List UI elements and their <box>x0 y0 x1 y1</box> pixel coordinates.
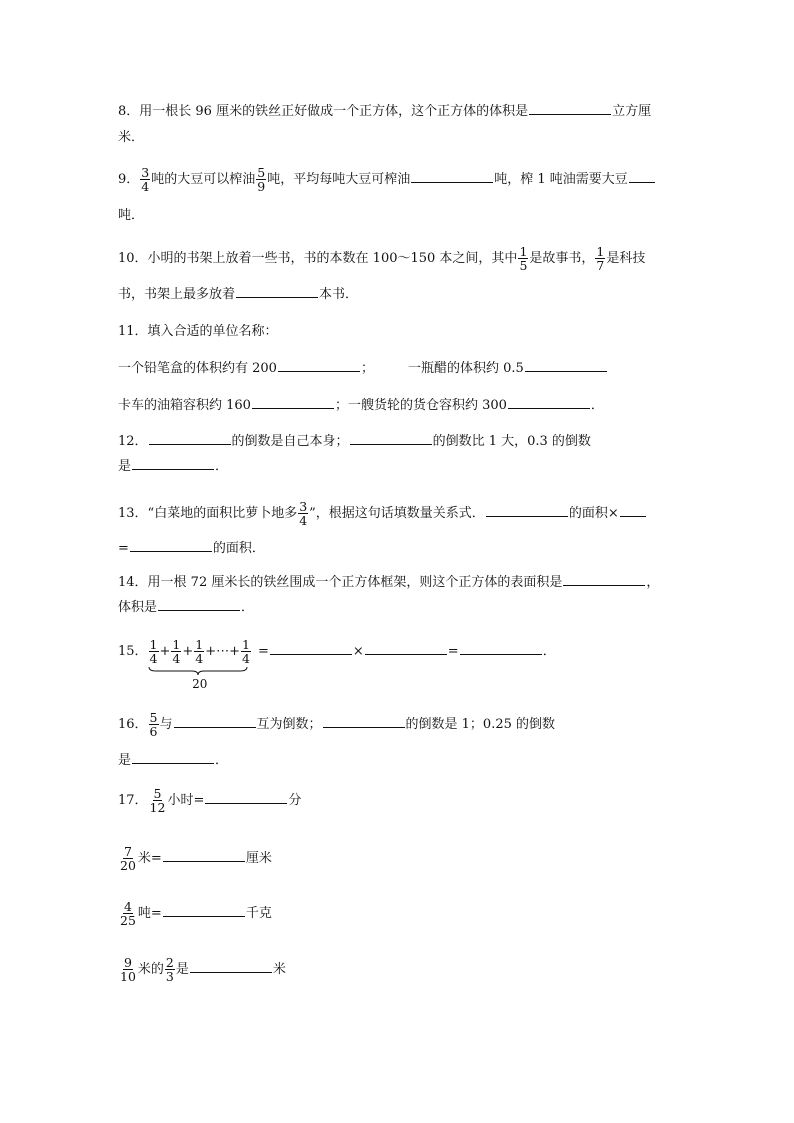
q13-blank-1[interactable] <box>486 504 568 517</box>
q17-r3-num: 4 <box>123 899 132 914</box>
q11-title: 11．填入合适的单位名称： <box>118 324 278 339</box>
question-10-cont <box>118 283 358 302</box>
q17-r4-fraction-1 <box>119 956 137 983</box>
question-17-row-2 <box>118 845 272 872</box>
q15-term-1 <box>149 638 159 665</box>
q15-t3-den: 4 <box>195 651 204 667</box>
q17-r1-blank[interactable] <box>205 791 287 804</box>
q15-plus-2: + <box>182 644 194 660</box>
q14-text-b: ， <box>646 575 660 590</box>
q9-num: 9． <box>118 172 140 188</box>
q14-text-c: 体积是 <box>118 600 158 615</box>
question-8-cont <box>118 126 144 145</box>
question-17-row-4 <box>118 956 286 983</box>
q16-blank-2[interactable] <box>323 715 405 728</box>
q16-text-e: ． <box>215 753 229 768</box>
q10-text-d: 书，书架上最多放着 <box>118 287 236 302</box>
q11-text-b: ； <box>360 361 374 376</box>
q17-r3-blank[interactable] <box>163 904 245 917</box>
q10-f1-den: 5 <box>519 258 528 274</box>
question-16-cont <box>118 749 228 768</box>
q10-f1-num: 1 <box>519 244 528 259</box>
q15-t3-num: 1 <box>195 637 204 652</box>
question-14 <box>118 571 659 590</box>
q15-t1-den: 4 <box>149 651 158 667</box>
question-17-row-1 <box>118 787 301 814</box>
q9-fraction-2 <box>256 166 266 193</box>
q12-text-e: ． <box>215 459 229 474</box>
q10-text-b: 是故事书， <box>529 251 595 267</box>
q11-blank-4[interactable] <box>508 396 590 409</box>
q14-blank-1[interactable] <box>563 573 645 586</box>
q15-t4-den: 4 <box>242 651 250 667</box>
q14-blank-2[interactable] <box>158 598 240 611</box>
q11-text-d: 卡车的油箱容积约 160 <box>118 398 251 413</box>
q10-fraction-2 <box>595 245 605 272</box>
q9-f1-num: 3 <box>141 165 150 180</box>
q17-r3-text-a: 吨= <box>137 906 162 922</box>
q15-term-2 <box>171 638 181 665</box>
q17-r1-text-b: 分 <box>288 793 302 809</box>
question-13 <box>118 500 647 527</box>
question-11-row-1 <box>118 357 608 376</box>
q17-r1-den: 12 <box>149 800 166 816</box>
q17-r2-num: 7 <box>123 844 132 859</box>
q11-blank-2[interactable] <box>525 359 607 372</box>
question-8 <box>118 100 651 119</box>
q15-term-3 <box>194 638 204 665</box>
q17-r4-num-2: 2 <box>165 955 174 970</box>
q9-text-b: 吨，平均每吨大豆可榨油 <box>267 172 411 188</box>
q16-text-a: 与 <box>159 717 173 733</box>
question-12 <box>118 430 591 449</box>
q15-equals: = <box>257 644 269 660</box>
q17-r3-den: 25 <box>120 913 136 929</box>
q15-sum-group <box>148 637 252 692</box>
q17-num: 17． <box>118 793 148 809</box>
q13-fraction <box>298 500 308 527</box>
q9-text-d: 吨． <box>118 208 145 223</box>
q15-end: ． <box>542 644 556 660</box>
q15-plus-1: + <box>159 644 171 660</box>
q9-fraction-1 <box>140 166 150 193</box>
q10-f2-num: 1 <box>596 244 605 259</box>
question-9 <box>118 166 656 193</box>
question-11 <box>118 320 278 339</box>
q11-text-e: ；一艘货轮的货仓容积约 300 <box>334 398 507 413</box>
q17-r4-text-a: 米的 <box>137 962 164 978</box>
q16-blank-1[interactable] <box>174 715 256 728</box>
q13-text-d: = <box>118 541 129 556</box>
question-17-row-3 <box>118 900 272 927</box>
q15-term-count: 20 <box>192 677 208 692</box>
q12-blank-1[interactable] <box>149 432 231 445</box>
q13-blank-3[interactable] <box>130 539 212 552</box>
q8-text-c: 米． <box>118 130 145 145</box>
question-10 <box>118 245 645 272</box>
q17-r4-fraction-2 <box>165 956 175 983</box>
q17-r2-text-b: 厘米 <box>245 851 272 867</box>
q11-blank-1[interactable] <box>278 359 360 372</box>
q14-text-a: 14．用一根 72 厘米长的铁丝围成一个正方体框架，则这个正方体的表面积是 <box>118 575 563 590</box>
question-15 <box>118 637 556 692</box>
question-14-cont <box>118 596 254 615</box>
q16-num: 16． <box>118 717 148 733</box>
q15-times: × <box>352 644 364 660</box>
q17-r3-fraction <box>119 900 137 927</box>
q13-text-c: 的面积× <box>568 506 619 522</box>
q13-text-a: 13．“白菜地的面积比萝卜地多 <box>118 506 298 522</box>
q8-text-b: 立方厘 <box>612 104 652 119</box>
q12-blank-3[interactable] <box>132 457 214 470</box>
question-13-cont <box>118 537 265 556</box>
q17-r4-text-c: 米 <box>272 962 286 978</box>
q16-text-b: 互为倒数； <box>256 717 322 733</box>
q13-text-b: ”，根据这句话填数量关系式． <box>309 506 485 522</box>
q9-blank-1[interactable] <box>411 170 493 183</box>
q12-text-a: 12． <box>118 434 148 449</box>
q12-text-d: 是 <box>118 459 132 474</box>
q17-r4-den: 10 <box>120 969 136 985</box>
q17-r1-num: 5 <box>153 786 162 801</box>
q17-r2-den: 20 <box>120 858 136 874</box>
q11-text-f: ． <box>590 398 604 413</box>
q15-ellipsis: +⋯+ <box>205 644 241 660</box>
q17-r1-text-a: 小时= <box>167 793 205 809</box>
q9-f1-den: 4 <box>141 179 150 195</box>
q9-text-a: 吨的大豆可以榨油 <box>151 172 256 188</box>
q9-blank-2[interactable] <box>629 170 655 183</box>
question-12-cont <box>118 455 228 474</box>
q10-fraction-1 <box>518 245 528 272</box>
q17-r4-blank[interactable] <box>190 960 272 973</box>
underbrace <box>148 667 248 675</box>
q10-blank[interactable] <box>236 285 318 298</box>
q17-r2-text-a: 米= <box>137 851 162 867</box>
q15-t4-num: 1 <box>242 637 250 652</box>
q13-f-den: 4 <box>299 513 308 529</box>
q16-f-num: 5 <box>149 710 158 725</box>
q10-text-e: 本书． <box>319 287 359 302</box>
q8-blank[interactable] <box>529 102 611 115</box>
q15-num: 15． <box>118 644 148 660</box>
q17-r4-num: 9 <box>123 955 132 970</box>
q12-blank-2[interactable] <box>350 432 432 445</box>
q15-equals-2: = <box>447 644 459 660</box>
q9-text-c: 吨，榨 1 吨油需要大豆 <box>494 172 628 188</box>
q10-text-a: 10．小明的书架上放着一些书，书的本数在 100～150 本之间，其中 <box>118 251 518 267</box>
q15-term-4 <box>241 638 251 665</box>
q16-f-den: 6 <box>149 724 158 740</box>
q17-r4-text-b: 是 <box>175 962 189 978</box>
q17-r2-fraction <box>119 845 137 872</box>
q9-f2-num: 5 <box>257 165 266 180</box>
q15-t2-num: 1 <box>172 637 181 652</box>
q16-text-c: 的倒数是 1；0.25 的倒数 <box>405 717 556 733</box>
q11-blank-3[interactable] <box>252 396 334 409</box>
q10-text-c: 是科技 <box>606 251 646 267</box>
q14-text-d: ． <box>241 600 255 615</box>
q15-t1-num: 1 <box>149 637 158 652</box>
q13-text-e: 的面积． <box>212 541 265 556</box>
q15-blank-2[interactable] <box>365 642 447 655</box>
q11-text-a: 一个铅笔盒的体积约有 200 <box>118 361 277 376</box>
q10-f2-den: 7 <box>596 258 605 274</box>
q12-text-c: 的倒数比 1 大，0.3 的倒数 <box>432 434 591 449</box>
q17-r3-text-b: 千克 <box>245 906 272 922</box>
question-11-row-2 <box>118 394 604 413</box>
q16-text-d: 是 <box>118 753 132 768</box>
q15-blank-3[interactable] <box>460 642 542 655</box>
question-9-cont <box>118 204 144 223</box>
q17-r2-blank[interactable] <box>163 849 245 862</box>
q16-blank-3[interactable] <box>132 751 214 764</box>
q15-t2-den: 4 <box>172 651 181 667</box>
question-16 <box>118 711 555 738</box>
q12-text-b: 的倒数是自己本身； <box>231 434 349 449</box>
q17-r1-fraction <box>149 787 167 814</box>
q15-blank-1[interactable] <box>270 642 352 655</box>
q16-fraction <box>149 711 159 738</box>
q13-f-num: 3 <box>299 499 308 514</box>
q17-r4-den-2: 3 <box>165 969 174 985</box>
q13-blank-2[interactable] <box>620 504 646 517</box>
q8-text: 8．用一根长 96 厘米的铁丝正好做成一个正方体，这个正方体的体积是 <box>118 104 529 119</box>
q11-text-c: 一瓶醋的体积约 0.5 <box>407 361 524 376</box>
q9-f2-den: 9 <box>257 179 266 195</box>
